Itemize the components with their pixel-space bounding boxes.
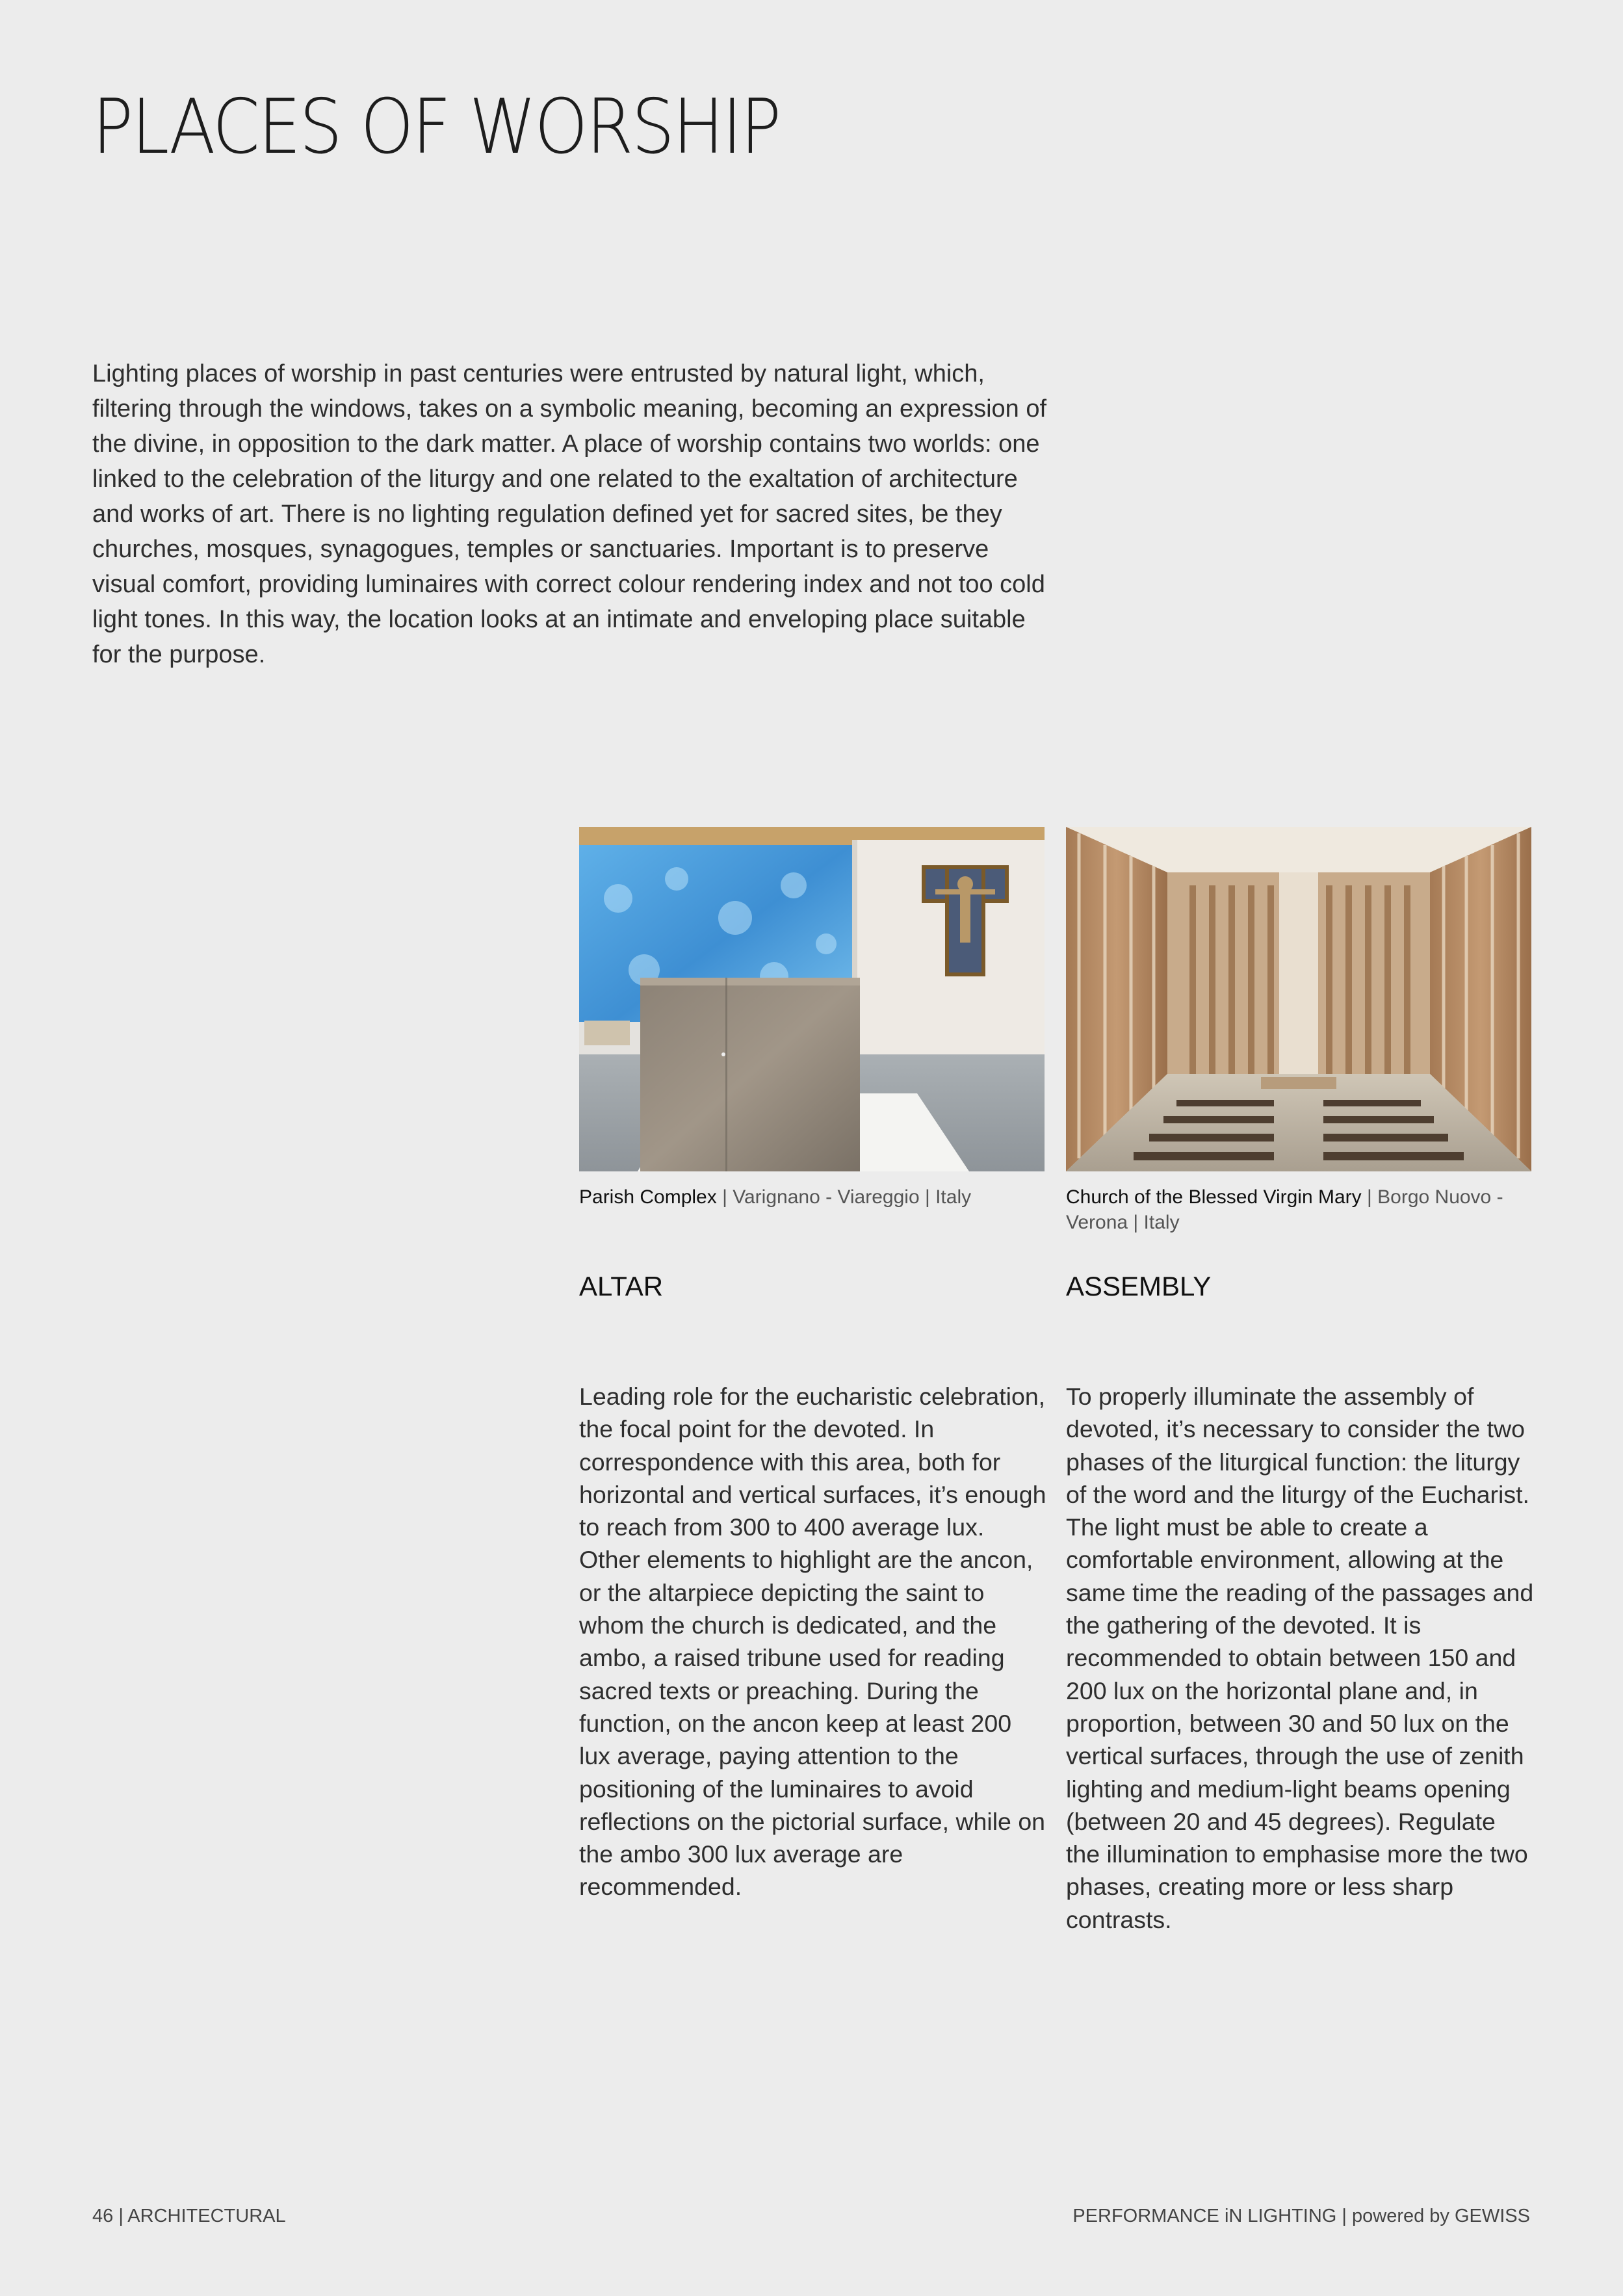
caption-name: Parish Complex [579, 1186, 717, 1208]
altar-heading: ALTAR [579, 1271, 664, 1301]
assembly-photo [1066, 827, 1531, 1171]
footer-page-number: 46 | ARCHITECTURAL [92, 2206, 286, 2226]
caption-location: | Varignano - Viareggio | Italy [716, 1186, 972, 1208]
caption-name: Church of the Blessed Virgin Mary [1066, 1186, 1362, 1208]
assembly-body: To properly illuminate the assembly of devoted, it’s necessary to consider the two phases of the liturgical function: the liturgy of the word and the liturgy of the Eucharist. The light must be able to create a comfortable environment, allowing at the same time the reading of the passages and the gathering of the devoted. It is recommended to obtain between 150 and 200 lux on the horizontal plane and, in proportion, between 30 and 50 lux on the vertical surfaces, through the use of zenith lighting and medium-light beams opening (between 20 and 45 degrees). Regulate the illumination to emphasise more the two phases, creating more or less sharp contrasts. [1066, 1383, 1534, 1933]
assembly-photo-caption [1066, 1184, 1534, 1235]
intro-paragraph: Lighting places of worship in past centuries were entrusted by natural light, which, filtering through the windows, takes on a symbolic meaning, becoming an expression of the divine, in opposition to the dark matter. A place of worship contains two worlds: one linked to the celebration of the liturgy and one related to the exaltation of architecture and works of art. There is no lighting regulation defined yet for sacred sites, be they churches, mosques, synagogues, temples or sanctuaries. Important is to preserve visual comfort, providing luminaires with correct colour rendering index and not too cold light tones. In this way, the location looks at an intimate and enveloping place suitable for the purpose. [92, 360, 1047, 668]
altar-photo-caption [579, 1184, 1047, 1210]
caption-location: | Borgo Nuovo - Verona | Italy [1066, 1186, 1503, 1233]
assembly-heading: ASSEMBLY [1066, 1271, 1212, 1301]
page-title: PLACES OF WORSHIP [92, 83, 780, 171]
altar-body: Leading role for the eucharistic celebration, the focal point for the devoted. In correspondence with this area, both for horizontal and vertical surfaces, it’s enough to reach from 300 to 400 average lux. Other elements to highlight are the ancon, or the altarpiece depicting the saint to whom the church is dedicated, and the ambo, a raised tribune used for reading sacred texts or preaching. During the function, on the ancon keep at least 200 lux average, paying attention to the positioning of the luminaires to avoid reflections on the pictorial surface, while on the ambo 300 lux average are recommended. [579, 1383, 1046, 1901]
altar-photo [579, 827, 1045, 1171]
footer-brand: PERFORMANCE iN LIGHTING | powered by GEWISS [1072, 2206, 1530, 2226]
